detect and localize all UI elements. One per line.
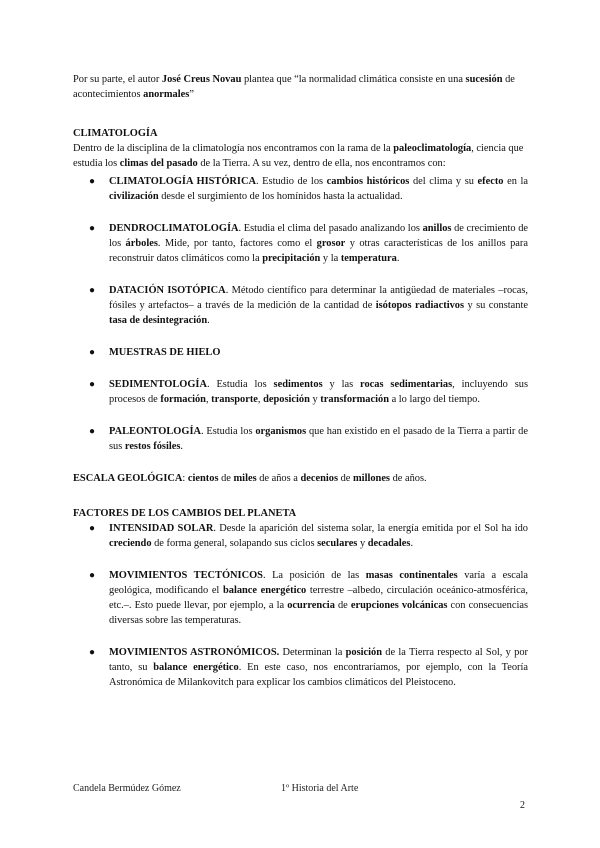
- factores-title: FACTORES DE LOS CAMBIOS DEL PLANETA: [73, 508, 297, 519]
- bullet-icon: ●: [89, 426, 96, 437]
- list-item-dendroclimatologia: ● DENDROCLIMATOLOGÍA. Estudia el clima del pasado analizando los anillos de crecimiento de los árboles. Mide, por tanto, factores como el grosor y otras características de los anillos para reconstruir datos climáticos como la precipitación y la temperatura.: [89, 223, 528, 264]
- bullet-icon: ●: [89, 379, 96, 390]
- bullet-icon: ●: [89, 570, 96, 581]
- bullet-icon: ●: [89, 176, 96, 187]
- intro-paragraph: Por su parte, el autor José Creus Novau plantea que “la normalidad climática consiste en una sucesión de acontecimientos anormales”: [73, 74, 515, 100]
- list-item-datacion-isotopica: ● DATACIÓN ISOTÓPICA. Método científico para determinar la antigüedad de materiales –rocas, fósiles y artefactos– a través de la medición de la cantidad de isótopos radiactivos y su constante tasa de desintegración.: [89, 285, 528, 326]
- bullet-icon: ●: [89, 523, 96, 534]
- page-number: 2: [520, 800, 525, 811]
- bullet-icon: ●: [89, 285, 96, 296]
- escala-geologica-paragraph: ESCALA GEOLÓGICA: cientos de miles de años a decenios de millones de años.: [73, 473, 427, 484]
- bullet-icon: ●: [89, 223, 96, 234]
- list-item-movimientos-tectonicos: ● MOVIMIENTOS TECTÓNICOS. La posición de las masas continentales varía a escala geológica, modificando el balance energético terrestre –albedo, circulación oceánico-atmosférica, etc.–. Esto puede llevar, por ejemplo, a la ocurrencia de erupciones volcánicas con consecuencias diversas sobre las temperaturas.: [89, 570, 529, 626]
- footer-course: 1º Historia del Arte: [281, 783, 359, 794]
- list-item-climatologia-historica: ● CLIMATOLOGÍA HISTÓRICA. Estudio de los cambios históricos del clima y su efecto en la civilización desde el surgimiento de los homínidos hasta la actualidad.: [89, 176, 528, 202]
- factores-list: [73, 521, 528, 690]
- bullet-icon: ●: [89, 347, 96, 358]
- list-item-intensidad-solar: ● INTENSIDAD SOLAR. Desde la aparición del sistema solar, la energía emitida por el Sol ha ido creciendo de forma general, solapando sus ciclos seculares y decadales.: [89, 523, 528, 549]
- climatologia-title: CLIMATOLOGÍA: [73, 128, 158, 139]
- list-item-movimientos-astronomicos: ● MOVIMIENTOS ASTRONÓMICOS. Determinan la posición de la Tierra respecto al Sol, y por tanto, su balance energético. En este caso, nos encontraríamos, por ejemplo, con la Teoría Astronómica de Milankovitch para explicar los cambios climáticos del Pleistoceno.: [89, 647, 529, 688]
- footer-author: Candela Bermúdez Gómez: [73, 783, 181, 794]
- climatologia-list: [73, 174, 528, 454]
- list-item-sedimentologia: ● SEDIMENTOLOGÍA. Estudia los sedimentos y las rocas sedimentarias, incluyendo sus procesos de formación, transporte, deposición y transformación a lo largo del tiempo.: [89, 379, 529, 405]
- bullet-icon: ●: [89, 647, 96, 658]
- list-item-muestras-de-hielo: ● MUESTRAS DE HIELO: [89, 347, 221, 358]
- climatologia-description: Dentro de la disciplina de la climatología nos encontramos con la rama de la paleoclimatología, ciencia que estudia los climas del pasado de la Tierra. A su vez, dentro de ella, nos encontramos con:: [73, 143, 524, 169]
- page-content: [73, 72, 528, 707]
- list-item-paleontologia: ● PALEONTOLOGÍA. Estudia los organismos que han existido en el pasado de la Tierra a partir de sus restos fósiles.: [89, 426, 528, 452]
